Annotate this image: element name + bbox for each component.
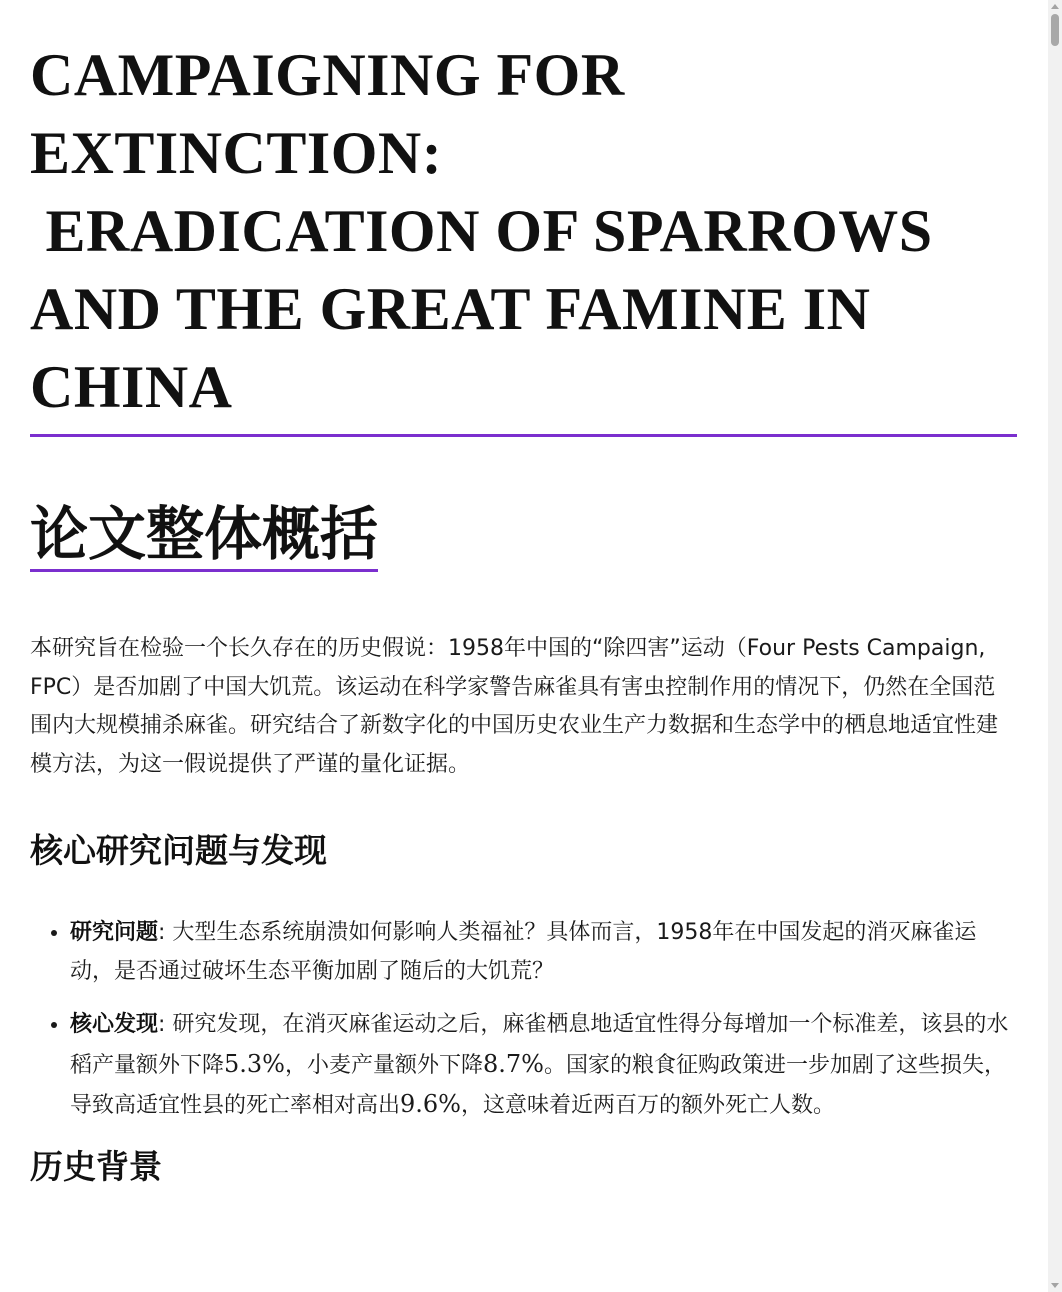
title-line: AND THE GREAT FAMINE IN xyxy=(30,276,871,342)
core-finding-text: ，小麦产量额外下降 xyxy=(285,1052,484,1078)
rice-drop-value: 5.3% xyxy=(224,1049,285,1078)
scroll-down-icon[interactable] xyxy=(1051,1283,1059,1288)
article-content xyxy=(30,36,1017,1190)
findings-list xyxy=(30,914,1017,1126)
mortality-rise-value: 9.6% xyxy=(400,1090,461,1118)
background-heading: 历史背景 xyxy=(30,1146,162,1186)
core-finding-label: 核心发现 xyxy=(70,1012,159,1037)
research-question-text: 大型生态系统崩溃如何影响人类福祉？具体而言，1958年在中国发起的消灭麻雀运动，是否通过破坏生态平衡加剧了随后的大饥荒？ xyxy=(70,920,977,984)
core-finding-text: 。国家的粮食征购政策进一步加剧了这些损失，导致高适宜性县的死亡率相对高出 xyxy=(70,1052,1007,1118)
list-item-research-question xyxy=(70,914,1017,991)
core-finding-text: ，这意味着近两百万的额外死亡人数。 xyxy=(461,1093,836,1118)
scroll-up-icon[interactable] xyxy=(1051,4,1059,9)
paper-title xyxy=(30,36,1017,437)
title-line: CAMPAIGNING FOR xyxy=(30,42,625,108)
core-findings-heading: 核心研究问题与发现 xyxy=(30,831,327,870)
vertical-scrollbar[interactable] xyxy=(1048,0,1062,1292)
title-line: ERADICATION OF SPARROWS xyxy=(30,198,933,264)
label-separator: : xyxy=(158,1012,173,1037)
core-finding-text: 研究发现，在消灭麻雀运动之后，麻雀栖息地适宜性得分每增加一个标准差，该县的水稻产量额外下降 xyxy=(70,1012,1009,1078)
list-item-core-finding xyxy=(70,1006,1017,1126)
wheat-drop-value: 8.7% xyxy=(483,1049,544,1078)
scroll-thumb[interactable] xyxy=(1051,14,1059,46)
title-line: CHINA xyxy=(30,354,233,420)
title-line: EXTINCTION: xyxy=(30,120,443,186)
label-separator: : xyxy=(158,920,173,945)
overview-heading: 论文整体概括 xyxy=(30,499,378,572)
abstract-paragraph: 本研究旨在检验一个长久存在的历史假说：1958年中国的“除四害”运动（Four Pests Campaign, FPC）是否加剧了中国大饥荒。该运动在科学家警告麻雀具有害虫控制作用的情况下，仍然在全国范围内大规模捕杀麻雀。研究结合了新数字化的中国历史农业生产力数据和生态学中的栖息地适宜性建模方法，为这一假说提供了严谨的量化证据。 xyxy=(30,636,999,777)
research-question-label: 研究问题 xyxy=(70,920,159,945)
